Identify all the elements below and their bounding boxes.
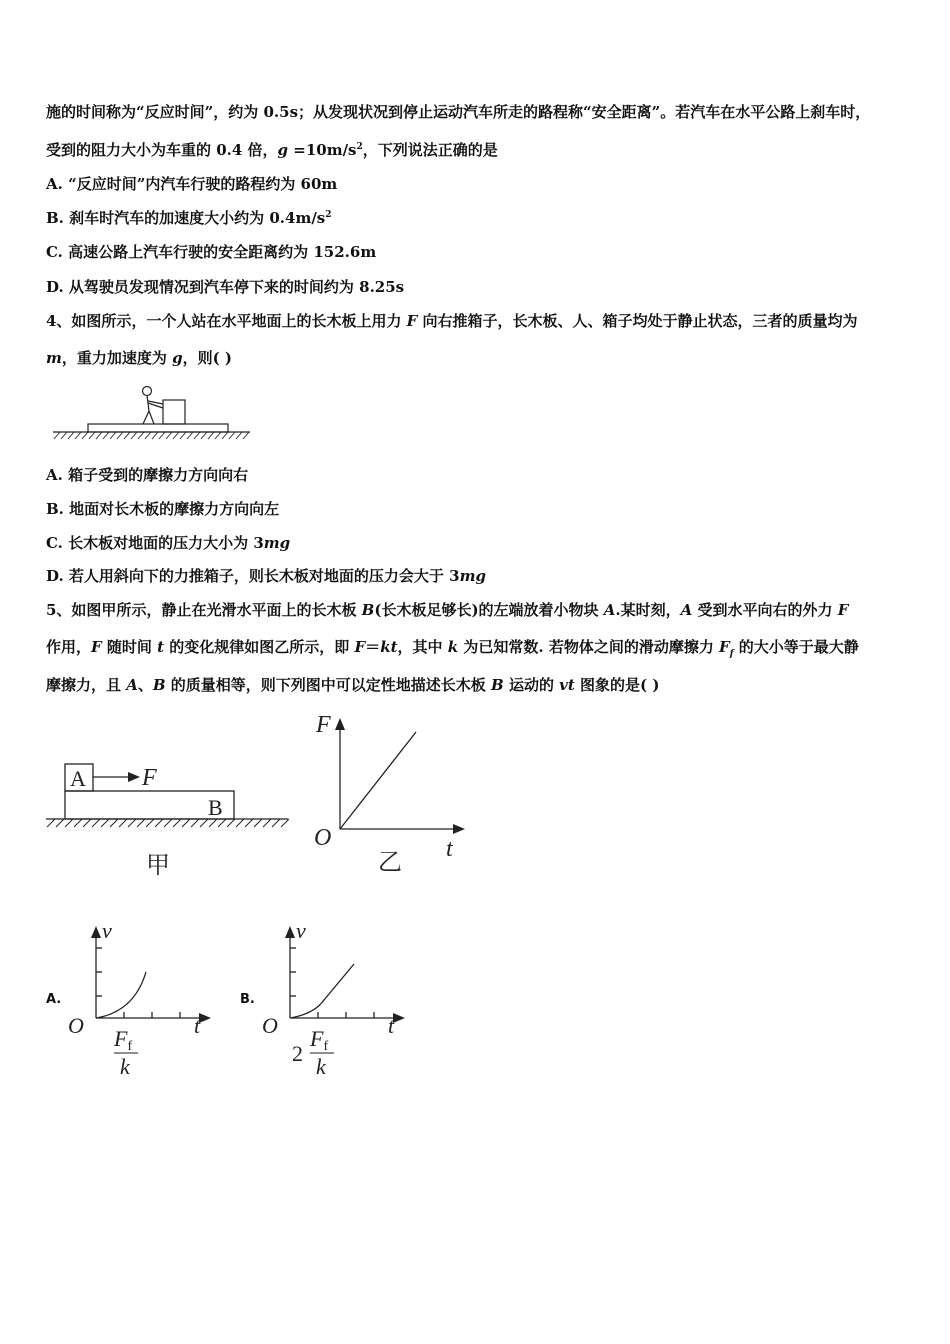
q5-A-symbol: A: [603, 601, 616, 619]
graph-b-frac-num: [309, 1026, 328, 1054]
graph-b-coef: 2: [292, 1041, 303, 1066]
q3-sup: 2: [356, 142, 363, 152]
q4-option-c-text: C. 长木板对地面的压力大小为 3: [46, 534, 264, 552]
q4-option-d: [46, 566, 486, 586]
q5-Ff-sub: f: [729, 649, 734, 659]
q4-text-2b: ，则( ): [182, 349, 233, 367]
graph-a-x-label: t: [194, 1013, 201, 1038]
fig-yi-y-label: F: [316, 712, 331, 738]
q5-text-3e: 图象的是( ): [574, 676, 660, 694]
graph-b-frac-den: k: [316, 1054, 326, 1079]
q5-text-1d: 受到水平向右的外力: [692, 601, 838, 619]
q4-m-symbol: m: [46, 349, 62, 367]
q4-text-2a: ，重力加速度为: [61, 349, 173, 367]
q3-option-d-text: D. 从驾驶员发现情况到汽车停下来的时间约为 8.25s: [46, 278, 405, 296]
q4-option-c: [46, 533, 290, 553]
q4-text-1b: 向右推箱子，长木板、人、箱子均处于静止状态，三者的质量均为: [417, 312, 858, 330]
q5-text-2g: 的大小等于最大静: [733, 638, 859, 656]
fig-jia-force-label: F: [142, 765, 157, 791]
q5-k-symbol: k: [447, 638, 459, 656]
graph-b: [258, 920, 408, 1085]
fig-yi-caption: 乙: [378, 850, 402, 876]
q5-text-3c: 的质量相等，则下列图中可以定性地描述长木板: [165, 676, 492, 694]
q5-text-3a: 摩擦力，且: [46, 676, 127, 694]
q4-option-c-mg: mg: [263, 534, 291, 552]
q3-option-b: [46, 208, 332, 228]
q4-figure: [50, 382, 255, 444]
q3-option-b-sup: 2: [325, 210, 332, 220]
graph-a-frac-sub: f: [127, 1039, 133, 1054]
q5-line-2: [46, 637, 859, 657]
q5-text-3b: 、: [137, 676, 153, 694]
q3-option-a-text: A. “反应时间”内汽车行驶的路程约为 60m: [46, 175, 338, 193]
q4-option-d-mg: mg: [459, 567, 486, 585]
q4-option-a: [46, 465, 248, 485]
q4-F-symbol: F: [406, 312, 418, 330]
q5-text-2b: 随时间: [101, 638, 158, 656]
q3-option-c: [46, 242, 376, 262]
q5-vt-symbol: vt: [559, 676, 575, 694]
q4-text-1a: 4、如图所示，一个人站在水平地面上的长木板上用力: [46, 312, 407, 330]
q4-option-d-text: D. 若人用斜向下的力推箱子，则长木板对地面的压力会大于 3: [46, 567, 460, 585]
fig-jia-block-a: A: [70, 766, 86, 791]
q4-option-a-text: A. 箱子受到的摩擦力方向向右: [46, 466, 249, 484]
q3-text-2a: 受到的阻力大小为车重的 0.4 倍，: [46, 141, 278, 159]
q5-B-symbol-3: B: [491, 676, 504, 694]
q5-A-symbol-2: A: [680, 601, 693, 619]
q5-B-symbol-2: B: [152, 676, 166, 694]
q3-option-c-text: C. 高速公路上汽车行驶的安全距离约为 152.6m: [46, 243, 377, 261]
q5-F-symbol-2: F: [91, 638, 102, 656]
q3-text-1: 施的时间称为“反应时间”，约为 0.5s；从发现状况到停止运动汽车所走的路程称“安全距离”。若汽车在水平公路上刹车时，: [46, 103, 871, 121]
q4-option-b-text: B. 地面对长木板的摩擦力方向向左: [46, 500, 280, 518]
q5-F-symbol: F: [837, 601, 849, 619]
q3-text-2c: ，下列说法正确的是: [362, 141, 498, 159]
graph-a-frac-num: [113, 1026, 132, 1054]
graph-b-y-label: v: [296, 918, 306, 943]
q3-g-symbol: g: [277, 141, 289, 159]
q5-B-symbol: B: [361, 601, 375, 619]
fig-jia-caption: 甲: [146, 853, 170, 879]
q5-t-symbol: t: [157, 638, 165, 656]
q5-text-3d: 运动的: [503, 676, 560, 694]
q5-F-symbol-3: F: [354, 638, 366, 656]
graph-a-frac-den: k: [120, 1054, 130, 1079]
q5-text-1a: 5、如图甲所示，静止在光滑水平面上的长木板: [46, 601, 362, 619]
q3-option-d: [46, 277, 404, 297]
q3-option-b-text: B. 刹车时汽车的加速度大小约为 0.4m/s: [46, 209, 326, 227]
graph-b-frac-F: F: [310, 1026, 324, 1051]
graph-a-option-label: A.: [46, 992, 62, 1007]
q3-line-1: [46, 102, 870, 122]
q4-option-b: [46, 499, 279, 519]
q5-text-2d: ＝: [365, 638, 381, 656]
graph-a: [64, 920, 214, 1085]
graph-b-x-label: t: [388, 1013, 395, 1038]
graph-a-origin: O: [68, 1013, 84, 1038]
q3-option-a: [46, 174, 337, 194]
graph-a-frac-F: F: [114, 1026, 128, 1051]
q5-text-2f: 为已知常数. 若物体之间的滑动摩擦力: [458, 638, 720, 656]
graph-b-origin: O: [262, 1013, 278, 1038]
q5-text-1c: .某时刻，: [615, 601, 681, 619]
q3-line-2: [46, 140, 498, 160]
q5-text-2c: 的变化规律如图乙所示，即: [164, 638, 355, 656]
graph-a-y-label: v: [102, 918, 112, 943]
fig-yi-x-label: t: [446, 836, 453, 862]
q5-line-1: [46, 600, 848, 620]
q5-line-3: [46, 675, 659, 695]
graph-b-frac-sub: f: [323, 1039, 329, 1054]
q5-A-symbol-3: A: [126, 676, 138, 694]
q4-line-2: [46, 348, 232, 368]
fig-yi-origin: O: [314, 825, 332, 851]
q5-text-2e: ，其中: [397, 638, 448, 656]
q3-text-2b: =10m/s: [288, 141, 357, 159]
fig-jia-block-b: B: [208, 795, 223, 820]
q5-text-2a: 作用，: [46, 638, 92, 656]
fig-jia: [44, 755, 294, 885]
q5-text-1b: (长木板足够长)的左端放着小物块: [374, 601, 604, 619]
q4-g-symbol: g: [172, 349, 183, 367]
graph-b-option-label: B.: [240, 992, 255, 1007]
q5-kt-symbol: kt: [380, 638, 398, 656]
q5-Ff-symbol: F: [719, 638, 730, 656]
q4-line-1: [46, 311, 858, 331]
fig-yi: [310, 708, 470, 878]
